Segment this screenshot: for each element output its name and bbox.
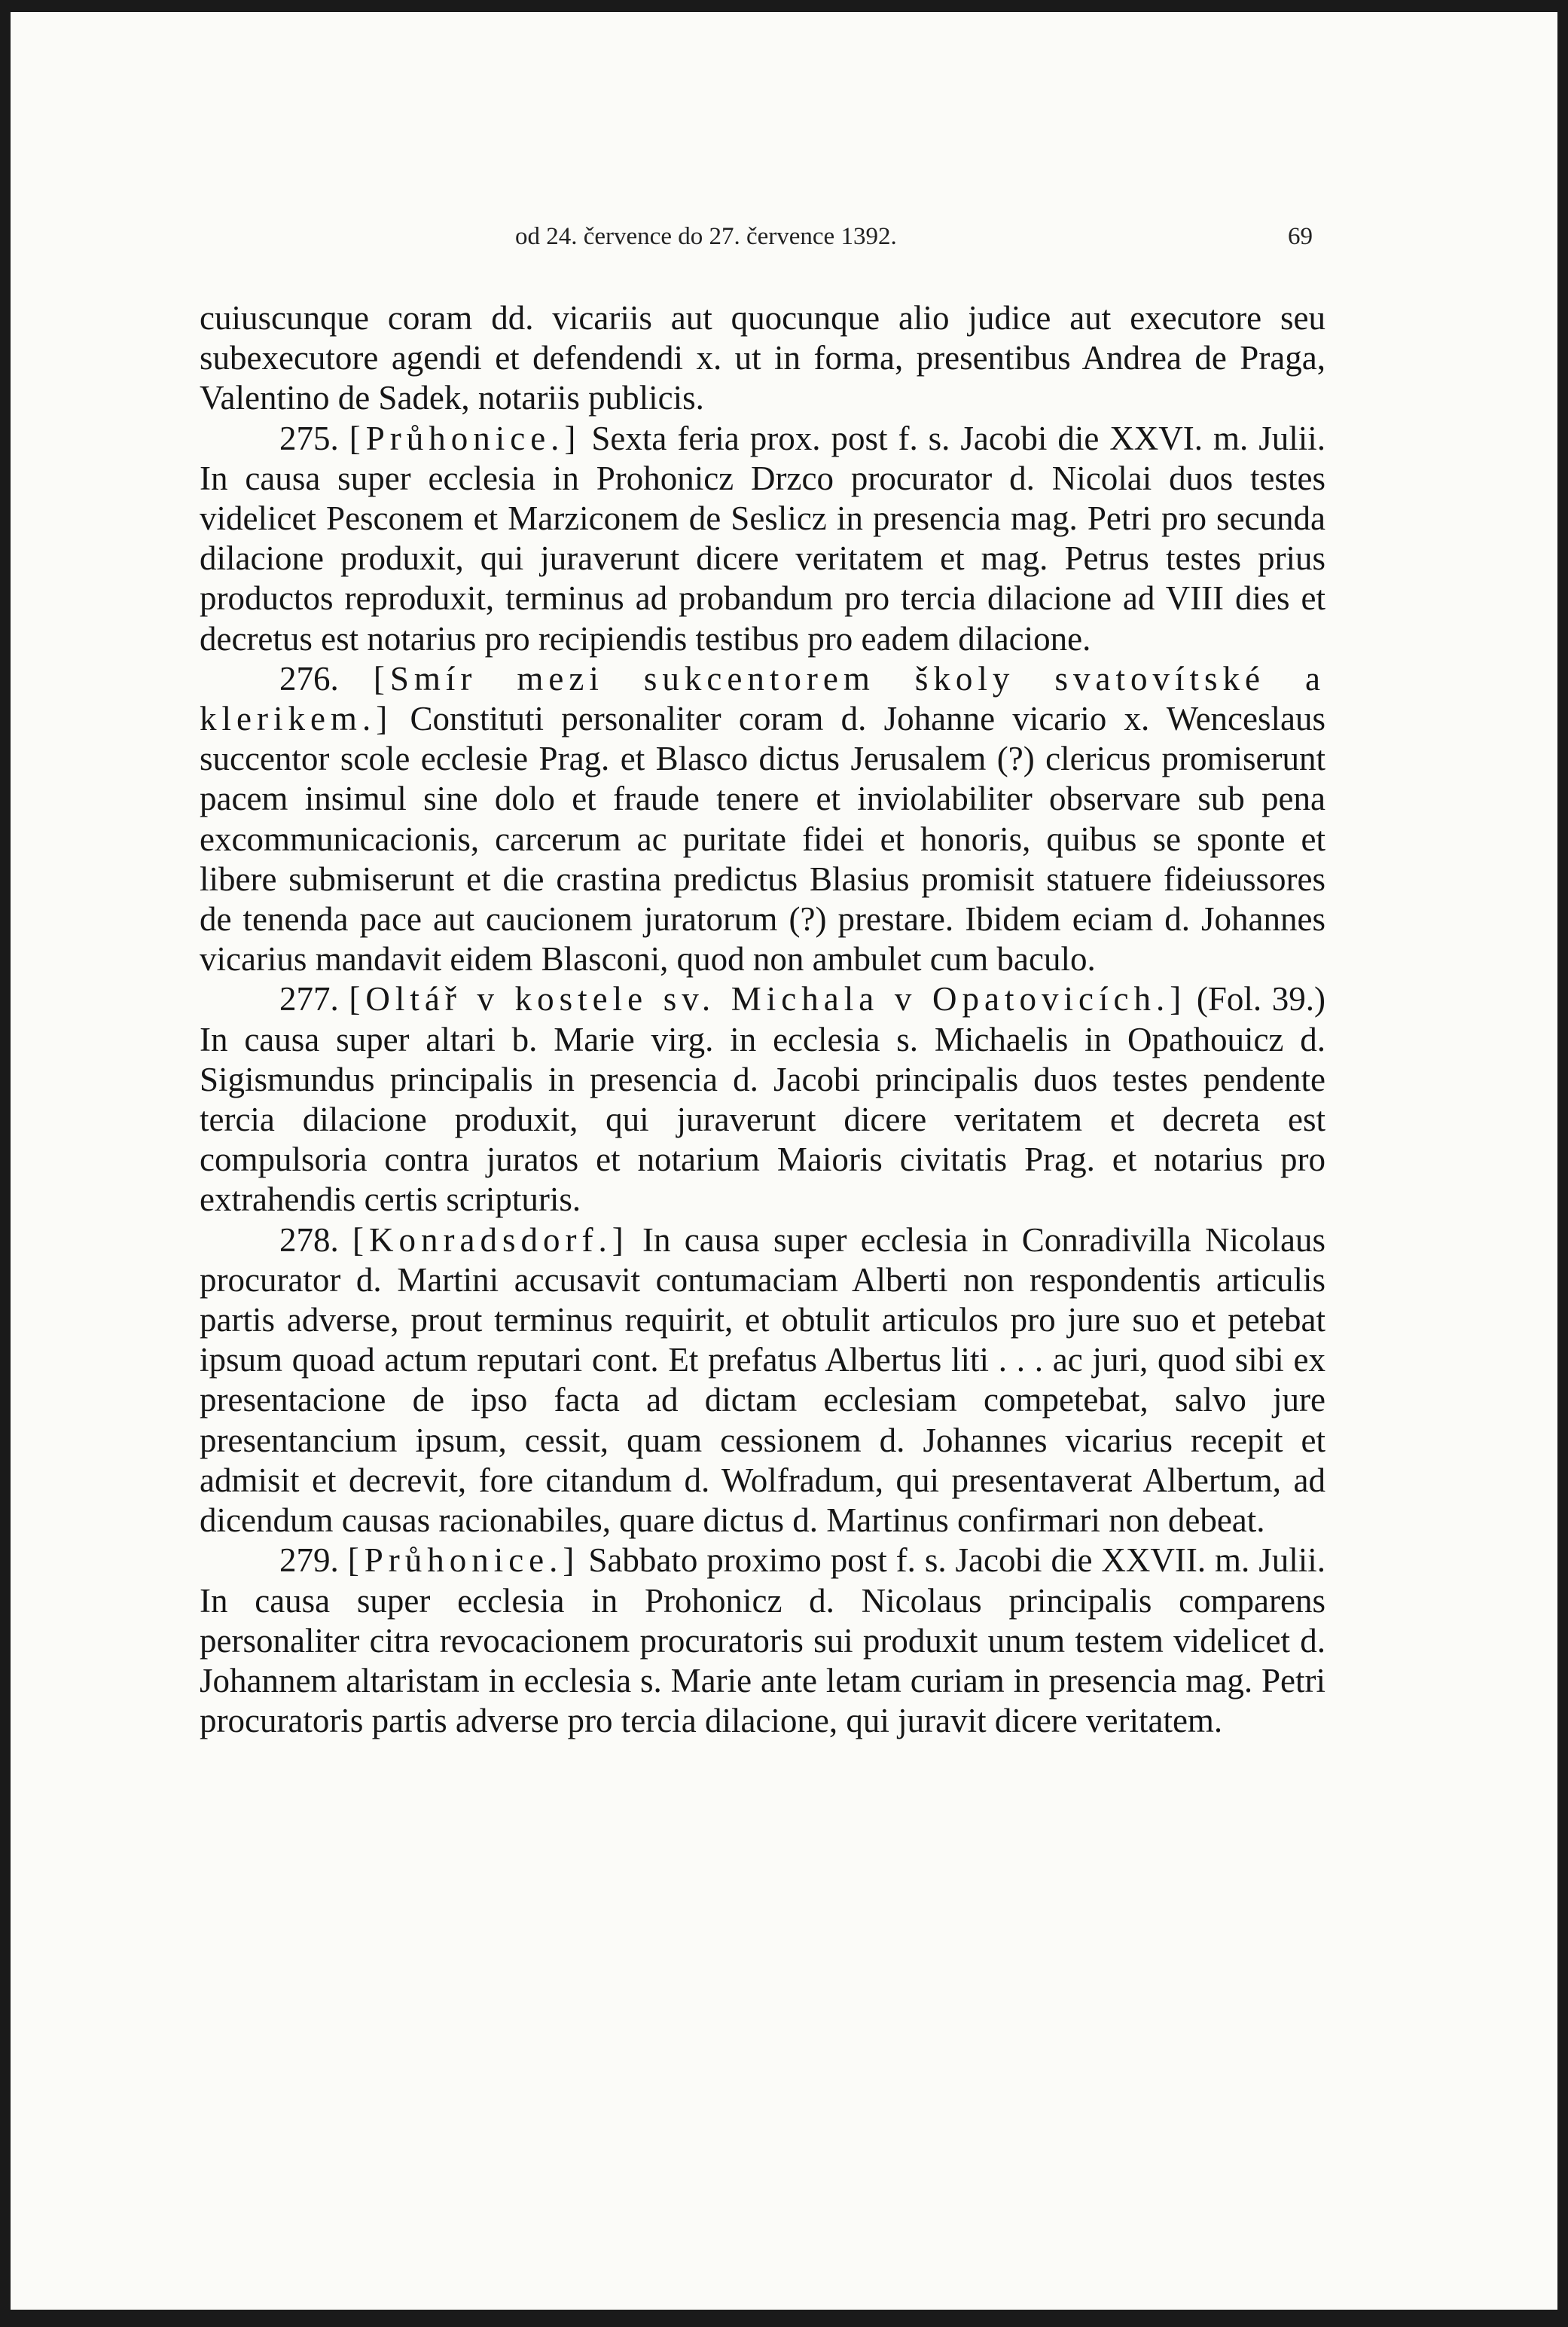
intro-paragraph: cuiuscunque coram dd. vicariis aut quocunque alio judice aut executore seu subexecutore agendi et defendendi x. ut in forma, presentibus Andrea de Praga, Valentino de Sadek, notariis publicis. [200, 299, 1325, 417]
entry-heading: [Smír mezi sukcentorem školy svatovítské a klerikem.] [200, 659, 1326, 738]
entry-278 [200, 1220, 1325, 1541]
entry-number: 275. [279, 419, 339, 457]
running-head: od 24. července do 27. července 1392. [515, 223, 897, 250]
entry-heading: [Oltář v kostele sv. Michala v Opatovicích.] [349, 980, 1187, 1018]
entry-number: 277. [279, 980, 339, 1018]
entry-text: Sabbato proximo post f. s. Jacobi die XXVII. m. Julii. In causa super ecclesia in Prohonicz d. Nicolaus principalis comparens personaliter citra revocacionem procuratoris sui produxit unum testem videlicet d. Johannem altaristam in ecclesia s. Marie ante letam curiam in presencia mag. Petri procuratoris partis adverse pro tercia dilacione, qui juravit dicere veritatem. [200, 1541, 1326, 1740]
entry-text: Sexta feria prox. post f. s. Jacobi die XXVI. m. Julii. In causa super ecclesia in Prohonicz Drzco procurator d. Nicolai duos testes videlicet Pesconem et Marziconem de Seslicz in presencia mag. Petri pro secunda dilacione produxit, qui juraverunt dicere veritatem et mag. Petrus testes prius productos reproduxit, terminus ad probandum pro tercia dilacione ad VIII dies et decretus est notarius pro recipiendis testibus pro eadem dilacione. [200, 419, 1326, 658]
page-number: 69 [1288, 223, 1313, 250]
entry-heading: [Průhonice.] [347, 1541, 580, 1580]
page-body [200, 298, 1325, 1741]
entry-heading: [Průhonice.] [349, 419, 581, 457]
entry-275 [200, 419, 1325, 659]
entry-heading: [Konradsdorf.] [352, 1220, 629, 1259]
entry-text: Constituti personaliter coram d. Johanne vicario x. Wenceslaus succentor scole ecclesie Prag. et Blasco dictus Jerusalem (?) clericus promiserunt pacem insimul sine dolo et fraude tenere et inviolabiliter observare sub pena excommunicacionis, carcerum ac puritate fidei et honoris, quibus se sponte et libere submiserunt et die crastina predictus Blasius promisit statuere fideiussores de tenenda pace aut caucionem juratorum (?) prestare. Ibidem eciam d. Johannes vicarius mandavit eidem Blasconi, quod non ambulet cum baculo. [200, 700, 1325, 979]
entry-text: (Fol. 39.) In causa super altari b. Marie virg. in ecclesia s. Michaelis in Opathouicz d. Sigismundus principalis in presencia d. Jacobi principalis duos testes pendente tercia dilacione produxit, qui juraverunt dicere veritatem et decreta est compulsoria contra juratos et notarium Maioris civitatis Prag. et notarius pro extrahendis certis scripturis. [200, 980, 1325, 1219]
book-page [11, 12, 1557, 2310]
entry-276 [200, 659, 1325, 980]
entry-279 [200, 1541, 1325, 1741]
entry-text: In causa super ecclesia in Conradivilla Nicolaus procurator d. Martini accusavit contumaciam Alberti non respondentis articulis partis adverse, prout terminus requirit, et obtulit articulos pro jure suo et petebat ipsum quoad actum reputari cont. Et prefatus Albertus liti . . . ac juri, quod sibi ex presentacione de ipso facta ad dictam ecclesiam competebat, salvo jure presentancium ipsum, cessit, quam cessionem d. Johannes vicarius recepit et admisit et decrevit, fore citandum d. Wolfradum, qui presentaverat Albertum, ad dicendum causas racionabiles, quare dictus d. Martinus confirmari non debeat. [200, 1220, 1325, 1540]
entry-277 [200, 979, 1325, 1220]
entry-number: 278. [279, 1220, 339, 1259]
entry-number: 279. [279, 1541, 339, 1580]
entry-number: 276. [279, 659, 339, 698]
